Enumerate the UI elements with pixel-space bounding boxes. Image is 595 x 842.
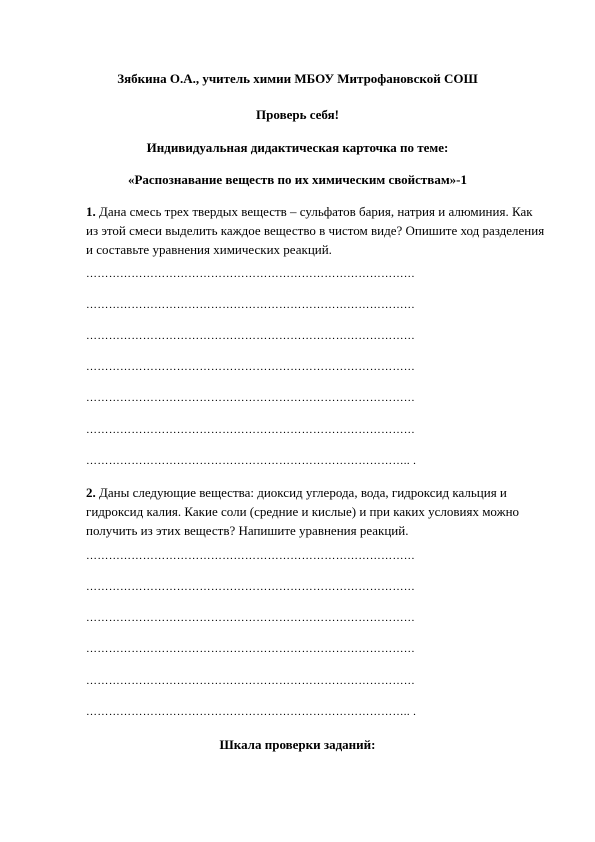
answer-line[interactable]: …………………………………………………………………………… [86,643,416,655]
task-1 [86,202,546,259]
answer-line[interactable]: …………………………………………………………………………… [86,581,416,593]
answer-line[interactable]: …………………………………………………………………………… [86,612,416,624]
scale-title: Шкала проверки заданий: [219,737,376,752]
author-line: Зябкина О.А., учитель химии МБОУ Митрофановской СОШ [117,71,478,86]
answer-line[interactable]: …………………………………………………………………………… [86,550,416,562]
answer-line[interactable]: …………………………………………………………………………… [86,424,416,436]
answer-line[interactable]: …………………………………………………………………………… [86,392,416,404]
answer-line[interactable]: …………………………………………………………………………… [86,330,416,342]
answer-line[interactable]: …………………………………………………………………………… [86,361,416,373]
topic-title: «Распознавание веществ по их химическим свойствам»-1 [127,172,468,187]
answer-line[interactable]: …………………………………………………………………………… [86,268,416,280]
answer-line[interactable]: …………………………………………………………………………… [86,299,416,311]
answer-line-last[interactable]: ………………………………………………………………………….. . [86,706,417,718]
card-title-text: Индивидуальная дидактическая карточка по теме: [146,140,449,155]
task-1-text: Дана смесь трех твердых веществ – сульфатов бария, натрия и алюминия. Как из этой смеси выделить каждое вещество в чистом виде? Опишите ход разделения и составьте уравнения химических реакций. [86,204,545,257]
task-1-number: 1. [86,204,96,219]
check-yourself-heading: Проверь себя! [256,107,339,122]
task-2-number: 2. [86,485,96,500]
card-title [0,140,595,156]
answer-line[interactable]: …………………………………………………………………………… [86,675,416,687]
task-2-text: Даны следующие вещества: диоксид углерода, вода, гидроксид кальция и гидроксид калия. Какие соли (средние и кислые) и при каких условиях можно получить из этих веществ? Напишите уравнения реакций. [86,485,520,538]
answer-line-last[interactable]: ………………………………………………………………………….. . [86,455,417,467]
task-2 [86,483,546,540]
